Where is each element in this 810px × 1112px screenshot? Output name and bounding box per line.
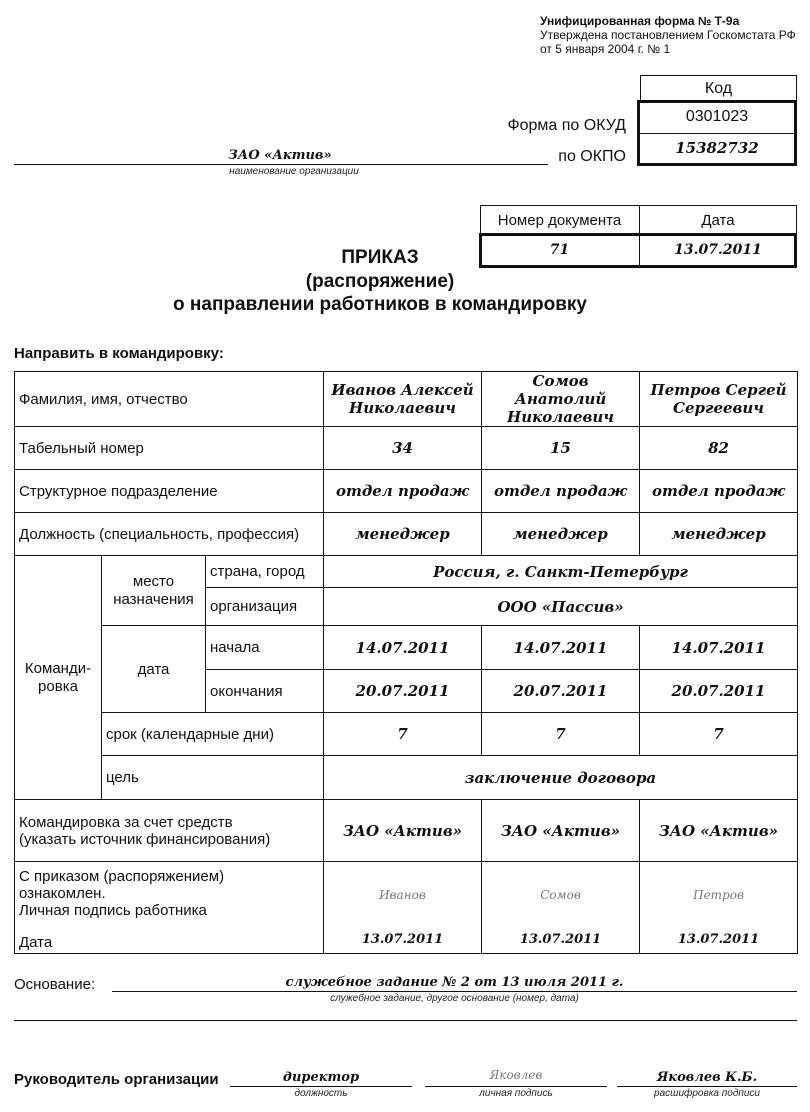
ack-cell — [15, 862, 324, 954]
duration-row — [15, 713, 798, 756]
country-label: страна, город — [206, 556, 324, 588]
employee-2-tab: 15 — [482, 427, 640, 470]
date-label: дата — [102, 626, 206, 713]
tab-label: Табельный номер — [15, 427, 324, 470]
employee-3-funding: ЗАО «Актив» — [640, 800, 798, 862]
fio-row — [15, 372, 798, 427]
employee-2-position: менеджер — [482, 513, 640, 556]
trip-label: Команди- ровка — [15, 556, 102, 800]
basis-second-line — [14, 1020, 797, 1021]
basis-label: Основание: — [14, 976, 96, 993]
document-date: 13.07.2011 — [674, 242, 762, 258]
country-row — [15, 556, 798, 588]
head-position-line — [230, 1086, 412, 1087]
head-name: Яковлев К.Б. — [656, 1070, 758, 1085]
acknowledgement-row — [15, 862, 798, 954]
head-label: Руководитель организации — [14, 1071, 219, 1088]
head-signature-line — [425, 1086, 607, 1087]
funding-label: Командировка за счет средств (указать источник финансирования) — [15, 800, 324, 862]
title-subject: о направлении работников в командировку — [173, 294, 587, 315]
organization-caption: наименование организации — [229, 166, 359, 177]
head-signature-caption: личная подпись — [479, 1088, 553, 1099]
end-label: окончания — [206, 670, 324, 713]
employee-3-signature: Петров — [693, 888, 744, 902]
employee-1-funding: ЗАО «Актив» — [324, 800, 482, 862]
start-row — [15, 626, 798, 670]
destination-label: место назначения — [102, 556, 206, 626]
organization-line — [14, 164, 548, 165]
head-name-caption: расшифровка подписи — [654, 1088, 760, 1099]
form-name: Унифицированная форма № Т-9а — [540, 14, 740, 28]
employee-2-days: 7 — [482, 713, 640, 756]
okud-value: 0301023 — [685, 108, 749, 125]
duration-label: срок (календарные дни) — [102, 713, 324, 756]
employee-3-position: менеджер — [640, 513, 798, 556]
funding-row — [15, 800, 798, 862]
employee-1-signature: Иванов — [379, 888, 426, 902]
ack-label: С приказом (распоряжением) ознакомлен. Личная подпись работника — [19, 868, 225, 919]
ack-date-label: Дата — [19, 934, 53, 951]
employee-1-ack — [324, 862, 482, 954]
org-label: организация — [206, 588, 324, 626]
document-number: 71 — [549, 242, 570, 258]
basis-value: служебное задание № 2 от 13 июля 2011 г. — [285, 975, 624, 990]
code-header — [640, 75, 797, 102]
employee-3-fio: Петров Сергей Сергеевич — [640, 372, 798, 427]
title-sub: (распоряжение) — [305, 271, 455, 292]
head-name-line — [617, 1086, 797, 1087]
employee-2-signature: Сомов — [540, 888, 581, 902]
head-position-caption: должность — [294, 1088, 348, 1099]
okpo-value: 15382732 — [675, 139, 759, 157]
okud-label: Форма по ОКУД — [507, 117, 626, 134]
employee-3-days: 7 — [640, 713, 798, 756]
destination-org: ООО «Пассив» — [324, 588, 798, 626]
employee-2-start: 14.07.2011 — [482, 626, 640, 670]
start-label: начала — [206, 626, 324, 670]
employee-3-ack — [640, 862, 798, 954]
document-date-label: Дата — [701, 212, 735, 229]
tab-row — [15, 427, 798, 470]
head-position: директор — [282, 1070, 360, 1085]
basis-line — [112, 991, 797, 992]
basis-caption: служебное задание, другое основание (номер, дата) — [330, 993, 579, 1004]
employee-2-ack-date: 13.07.2011 — [519, 932, 602, 947]
employee-1-days: 7 — [324, 713, 482, 756]
employee-1-dept: отдел продаж — [324, 470, 482, 513]
employee-1-fio: Иванов Алексей Николаевич — [324, 372, 482, 427]
trip-goal: заключение договора — [324, 756, 798, 800]
employee-1-end: 20.07.2011 — [324, 670, 482, 713]
goal-label: цель — [102, 756, 324, 800]
document-number-label: Номер документа — [497, 212, 622, 229]
employee-2-end: 20.07.2011 — [482, 670, 640, 713]
goal-row — [15, 756, 798, 800]
employee-3-tab: 82 — [640, 427, 798, 470]
approval-line-1: Утверждена постановлением Госкомстата РФ — [540, 28, 796, 42]
okpo-label: по ОКПО — [558, 148, 626, 165]
destination-city: Россия, г. Санкт-Петербург — [324, 556, 798, 588]
employee-3-end: 20.07.2011 — [640, 670, 798, 713]
code-label: Код — [704, 80, 733, 97]
position-row — [15, 513, 798, 556]
organization-name: ЗАО «Актив» — [228, 148, 332, 163]
employee-1-tab: 34 — [324, 427, 482, 470]
employee-1-position: менеджер — [324, 513, 482, 556]
employee-2-fio: Сомов Анатолий Николаевич — [482, 372, 640, 427]
approval-line-2: от 5 января 2004 г. № 1 — [540, 42, 671, 56]
employee-2-dept: отдел продаж — [482, 470, 640, 513]
fio-label: Фамилия, имя, отчество — [15, 372, 324, 427]
dept-label: Структурное подразделение — [15, 470, 324, 513]
code-divider — [640, 133, 794, 134]
employee-2-ack — [482, 862, 640, 954]
title-main: ПРИКАЗ — [341, 247, 419, 268]
employee-2-funding: ЗАО «Актив» — [482, 800, 640, 862]
employee-1-start: 14.07.2011 — [324, 626, 482, 670]
employee-3-ack-date: 13.07.2011 — [677, 932, 760, 947]
section-title: Направить в командировку: — [14, 345, 224, 362]
employee-1-ack-date: 13.07.2011 — [361, 932, 444, 947]
employees-table — [14, 371, 798, 954]
employee-3-dept: отдел продаж — [640, 470, 798, 513]
position-label: Должность (специальность, профессия) — [15, 513, 324, 556]
dept-row — [15, 470, 798, 513]
employee-3-start: 14.07.2011 — [640, 626, 798, 670]
head-signature: Яковлев — [489, 1068, 543, 1082]
